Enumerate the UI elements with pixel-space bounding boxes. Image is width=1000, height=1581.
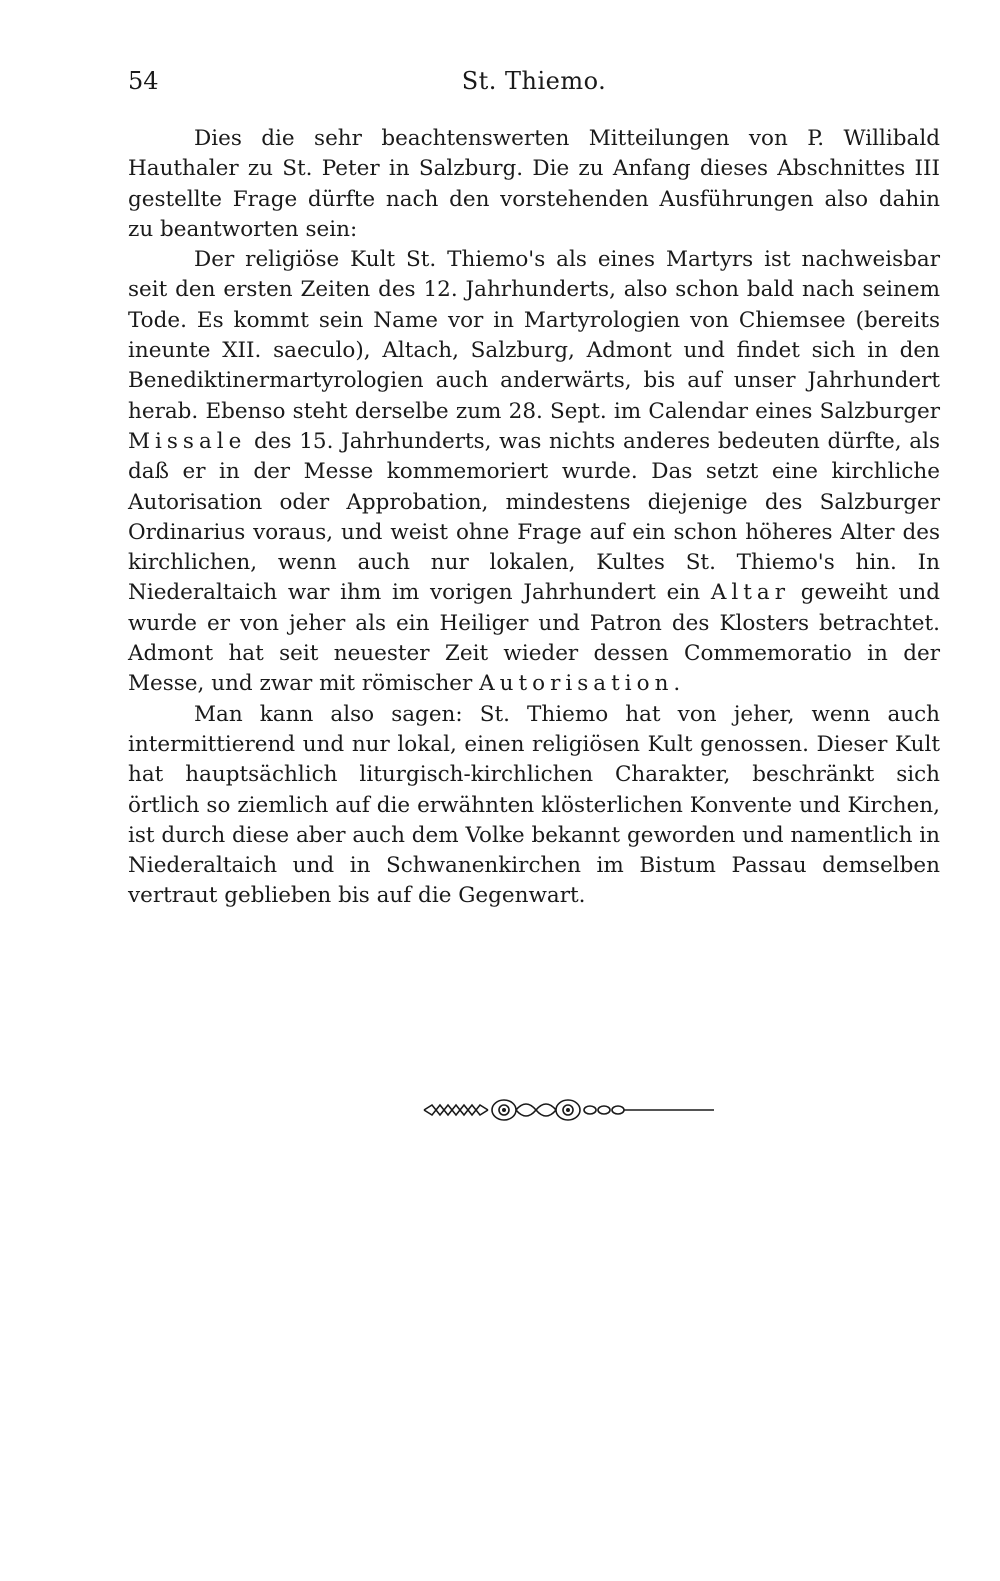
paragraph-text: Man kann also sagen: St. Thiemo hat von jeher, wenn auch intermittierend und nur lokal, einen religiösen Kult genossen. Dieser Kult hat hauptsächlich liturgisch-kirchlichen Charakter, beschränkt sich örtlich so ziemlich auf die erwähnten klösterlichen Konvente und Kirchen, ist durch diese aber auch dem Volke bekannt geworden und namentlich in Niederaltaich und in Schwanenkirchen im Bistum Passau demselben vertraut geblieben bis auf die Gegenwart. [128, 701, 940, 909]
paragraph [128, 245, 940, 699]
page-number: 54 [128, 67, 159, 95]
spaced-emphasis-text: Missale [128, 428, 247, 454]
page-header [128, 66, 940, 102]
spaced-emphasis-text: Autorisation. [479, 671, 686, 697]
spaced-emphasis-text: Altar [710, 580, 791, 606]
paragraph [128, 124, 940, 245]
decorative-vignette-icon [418, 1096, 718, 1124]
paragraph [128, 700, 940, 912]
paragraph-text: des 15. Jahrhunderts, was nichts anderes bedeuten dürfte, als daß er in der Messe kommemoriert wurde. Das setzt eine kirchliche Autorisation oder Approbation, mindestens diejenige des Salzburger Ordinarius voraus, und weist ohne Frage auf ein schon höheres Alter des kirchlichen, wenn auch nur lokalen, Kultes St. Thiemo's hin. In Niederaltaich war ihm im vorigen Jahrhundert ein [128, 428, 940, 606]
paragraph-text: geweiht und wurde er von jeher als ein Heiliger und Patron des Klosters betrachtet. Admont hat seit neuester Zeit wieder dessen Commemoratio in der Messe, und zwar mit römischer [128, 580, 940, 697]
paragraph-text: Dies die sehr beachtenswerten Mitteilungen von P. Willibald Hauthaler zu St. Peter in Salzburg. Die zu Anfang dieses Abschnittes III gestellte Frage dürfte nach den vorstehenden Ausführungen also dahin zu beantworten sein: [128, 126, 940, 242]
paragraph-text: Der religiöse Kult St. Thiemo's als eines Martyrs ist nachweisbar seit den ersten Zeiten des 12. Jahrhunderts, also schon bald nach seinem Tode. Es kommt sein Name vor in Martyrologien von Chiemsee (bereits ineunte XII. saeculo), Altach, Salzburg, Admont und findet sich in den Benediktinermartyrologien auch anderwärts, bis auf unser Jahrhundert herab. Ebenso steht derselbe zum 28. Sept. im Calendar eines Salzburger [128, 247, 940, 424]
running-title: St. Thiemo. [461, 67, 607, 95]
body-text [128, 124, 940, 912]
